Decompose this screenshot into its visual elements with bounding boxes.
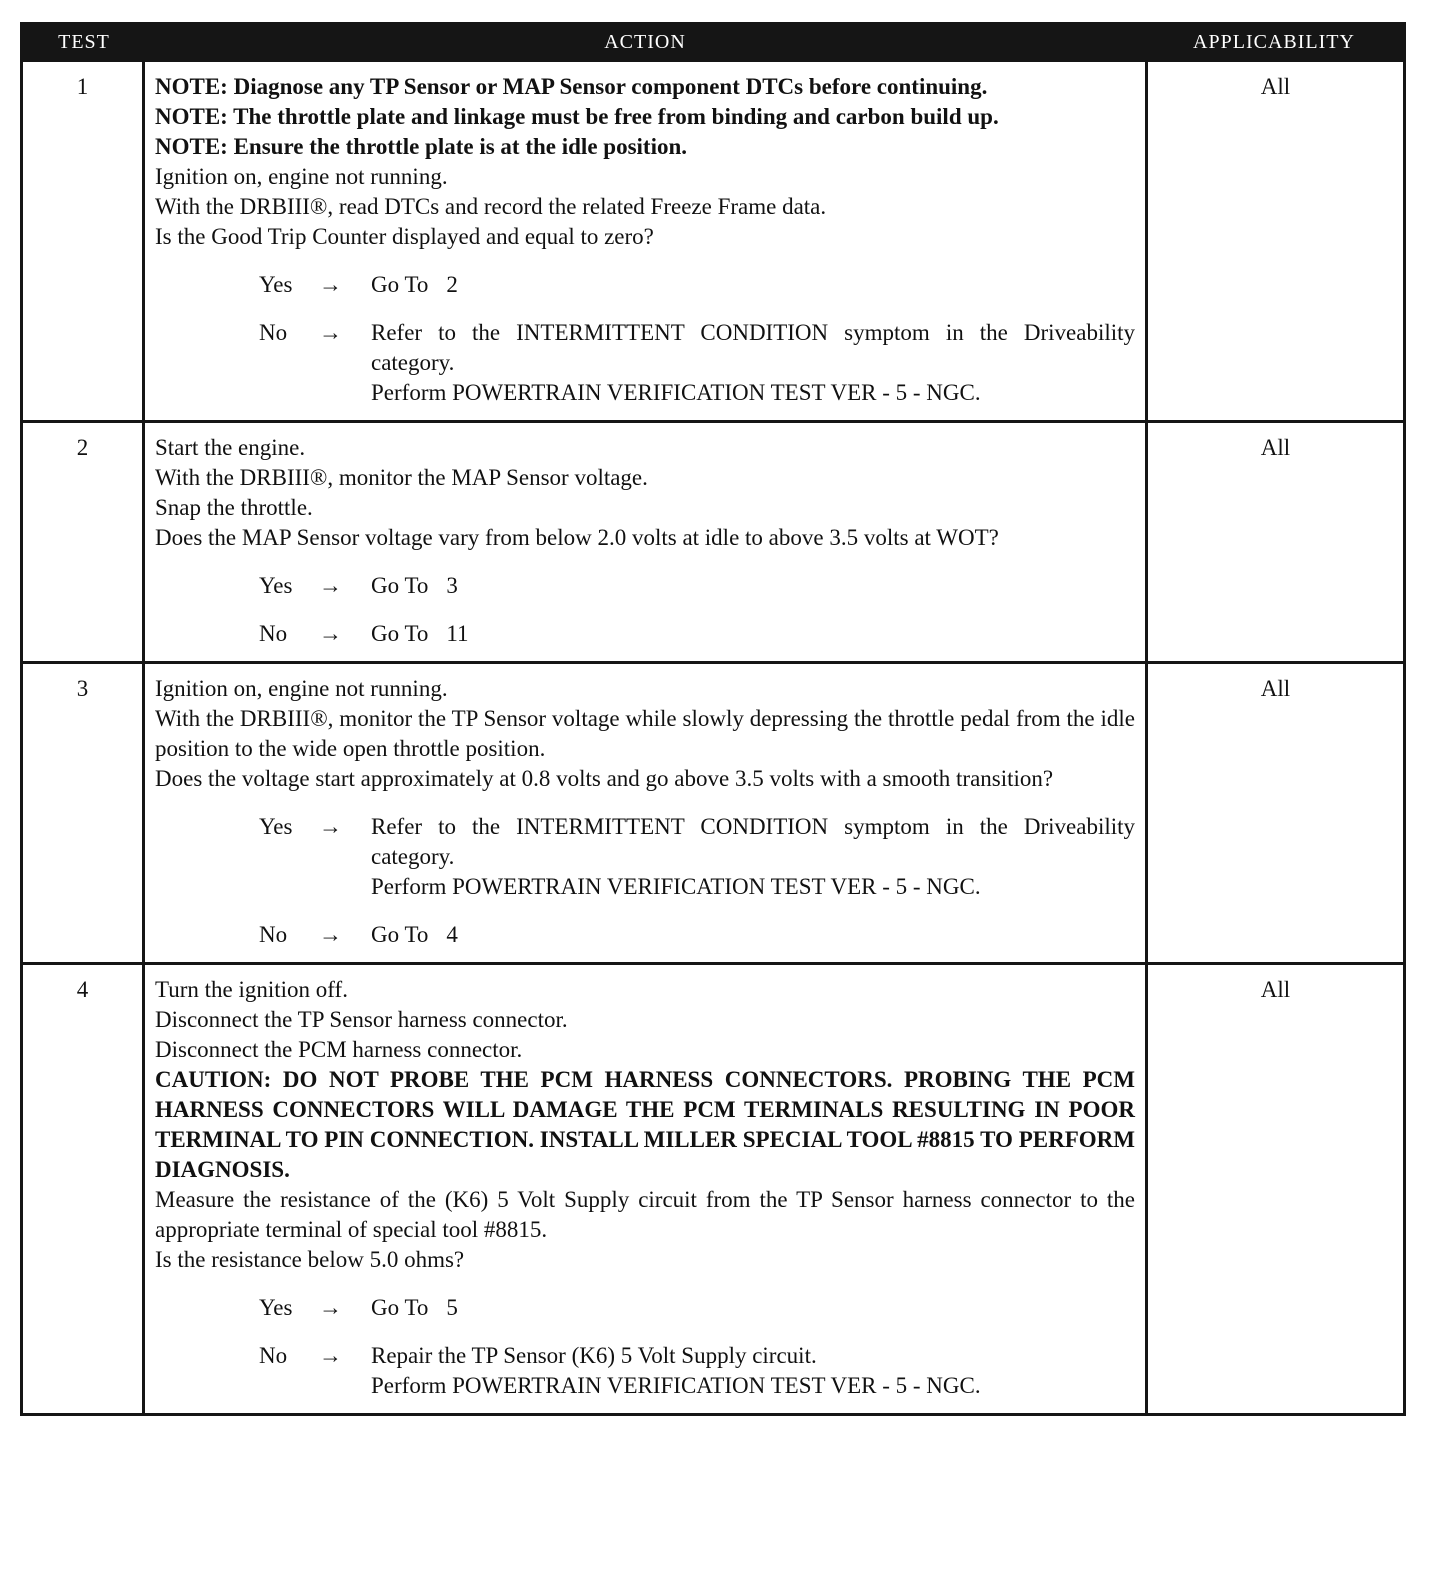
answer-text: Perform POWERTRAIN VERIFICATION TEST VER - 5 - NGC.	[371, 380, 981, 405]
instruction-text: With the DRBIII®, monitor the MAP Sensor voltage.	[155, 465, 648, 490]
action-cell	[145, 62, 1145, 420]
answer-text: Perform POWERTRAIN VERIFICATION TEST VER - 5 - NGC.	[371, 1373, 981, 1398]
goto-test-number: 5	[446, 1295, 458, 1320]
answer-list	[155, 1293, 1135, 1401]
goto-text: Go To	[371, 922, 429, 947]
instruction-text: Ignition on, engine not running.	[155, 164, 448, 189]
goto-test-number: 2	[446, 272, 458, 297]
answer-body	[371, 270, 1135, 300]
action-cell	[145, 664, 1145, 962]
instruction-text: Disconnect the PCM harness connector.	[155, 1037, 523, 1062]
instruction-text: Measure the resistance of the (K6) 5 Volt Supply circuit from the TP Sensor harness connector to the appropriate terminal of special tool #8815.	[155, 1187, 1135, 1242]
applicability-value: All	[1145, 423, 1403, 661]
answer-text: Refer to the INTERMITTENT CONDITION symptom in the Driveability category.	[371, 320, 1135, 375]
answer-no	[259, 318, 1135, 408]
applicability-value: All	[1145, 62, 1403, 420]
arrow-right-icon: →	[319, 1295, 342, 1320]
test-number: 2	[23, 423, 145, 661]
answer-text: Refer to the INTERMITTENT CONDITION symptom in the Driveability category.	[371, 814, 1135, 869]
note-text: NOTE: Ensure the throttle plate is at the idle position.	[155, 134, 687, 159]
arrow-right-icon: →	[319, 621, 342, 646]
goto-test-number: 3	[446, 573, 458, 598]
applicability-value: All	[1145, 965, 1403, 1413]
answer-label: Yes	[259, 814, 293, 839]
answer-label: Yes	[259, 1295, 293, 1320]
answer-yes	[259, 571, 1135, 601]
instruction-text: Turn the ignition off.	[155, 977, 348, 1002]
instruction-text: Does the voltage start approximately at 0.8 volts and go above 3.5 volts with a smooth transition?	[155, 766, 1054, 791]
instruction-text: Start the engine.	[155, 435, 306, 460]
answer-label: No	[259, 1343, 288, 1368]
answer-yes	[259, 812, 1135, 902]
test-number: 3	[23, 664, 145, 962]
answer-label: Yes	[259, 272, 293, 297]
instruction-text: Snap the throttle.	[155, 495, 313, 520]
arrow-right-icon: →	[319, 1343, 342, 1368]
table-row	[20, 62, 1406, 423]
answer-list	[155, 812, 1135, 950]
arrow-right-icon: →	[319, 272, 342, 297]
answer-body	[371, 571, 1135, 601]
instruction-text: With the DRBIII®, monitor the TP Sensor voltage while slowly depressing the throttle pedal from the idle position to the wide open throttle position.	[155, 706, 1135, 761]
answer-label: No	[259, 621, 288, 646]
answer-no	[259, 619, 1135, 649]
table-row	[20, 423, 1406, 664]
answer-body	[371, 812, 1135, 902]
header-applicability: APPLICABILITY	[1193, 30, 1355, 53]
answer-body	[371, 920, 1135, 950]
applicability-value: All	[1145, 664, 1403, 962]
instruction-text: With the DRBIII®, read DTCs and record the related Freeze Frame data.	[155, 194, 827, 219]
answer-body	[371, 619, 1135, 649]
answer-no	[259, 920, 1135, 950]
answer-label: Yes	[259, 573, 293, 598]
arrow-right-icon: →	[319, 814, 342, 839]
diagnostic-table	[20, 22, 1406, 1416]
goto-text: Go To	[371, 1295, 429, 1320]
note-text: CAUTION: DO NOT PROBE THE PCM HARNESS CONNECTORS. PROBING THE PCM HARNESS CONNECTORS WILL DAMAGE THE PCM TERMINALS RESULTING IN POOR TERMINAL TO PIN CONNECTION. INSTALL MILLER SPECIAL TOOL #8815 TO PERFORM DIAGNOSIS.	[155, 1067, 1135, 1182]
header-test: TEST	[58, 30, 110, 53]
table-row	[20, 965, 1406, 1416]
action-cell	[145, 423, 1145, 661]
table-header	[20, 22, 1406, 62]
arrow-right-icon: →	[319, 922, 342, 947]
answer-yes	[259, 1293, 1135, 1323]
answer-body	[371, 1341, 1135, 1401]
answer-list	[155, 270, 1135, 408]
goto-text: Go To	[371, 573, 429, 598]
goto-text: Go To	[371, 272, 429, 297]
answer-body	[371, 1293, 1135, 1323]
note-text: NOTE: The throttle plate and linkage must be free from binding and carbon build up.	[155, 104, 999, 129]
note-text: NOTE: Diagnose any TP Sensor or MAP Sensor component DTCs before continuing.	[155, 74, 988, 99]
answer-label: No	[259, 922, 288, 947]
answer-text: Perform POWERTRAIN VERIFICATION TEST VER - 5 - NGC.	[371, 874, 981, 899]
instruction-text: Does the MAP Sensor voltage vary from below 2.0 volts at idle to above 3.5 volts at WOT?	[155, 525, 999, 550]
answer-body	[371, 318, 1135, 408]
goto-text: Go To	[371, 621, 429, 646]
arrow-right-icon: →	[319, 320, 342, 345]
goto-test-number: 11	[446, 621, 469, 646]
answer-list	[155, 571, 1135, 649]
answer-label: No	[259, 320, 288, 345]
answer-no	[259, 1341, 1135, 1401]
header-action: ACTION	[604, 30, 686, 53]
arrow-right-icon: →	[319, 573, 342, 598]
goto-test-number: 4	[446, 922, 458, 947]
test-number: 4	[23, 965, 145, 1413]
table-row	[20, 664, 1406, 965]
test-number: 1	[23, 62, 145, 420]
action-cell	[145, 965, 1145, 1413]
instruction-text: Is the Good Trip Counter displayed and equal to zero?	[155, 224, 654, 249]
instruction-text: Is the resistance below 5.0 ohms?	[155, 1247, 465, 1272]
table-body	[20, 62, 1406, 1416]
instruction-text: Disconnect the TP Sensor harness connector.	[155, 1007, 568, 1032]
instruction-text: Ignition on, engine not running.	[155, 676, 448, 701]
answer-text: Repair the TP Sensor (K6) 5 Volt Supply circuit.	[371, 1343, 817, 1368]
answer-yes	[259, 270, 1135, 300]
